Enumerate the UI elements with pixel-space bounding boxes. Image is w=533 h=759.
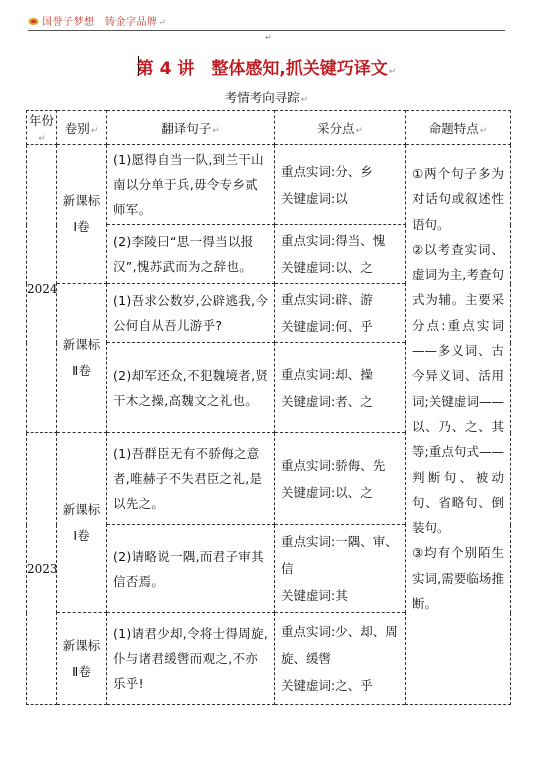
- volume-cell: 新课标 Ⅰ卷: [57, 145, 107, 284]
- features-cell: [406, 145, 511, 705]
- sentence-cell: (1)吾求公数岁,公辟逃我,今公何自从吾儿游乎?: [107, 284, 275, 343]
- sentence-cell: (1)吾群臣无有不骄侮之意者,唯赫子不失君臣之礼,是以先之。: [107, 433, 275, 525]
- header-paragraph-mark: ↵: [265, 33, 272, 42]
- year-cell: 2024: [27, 145, 57, 433]
- sentence-cell: (2)却军还众,不犯魏境者,贤干木之操,高魏文之礼也。: [107, 343, 275, 433]
- points-cell: 重点实词:却、操 关键虚词:者、之: [275, 343, 406, 433]
- header-year: 年份↵: [27, 111, 57, 145]
- points-cell: 重点实词:辟、游 关键虚词:何、乎: [275, 284, 406, 343]
- header-sentence: 翻译句子↵: [107, 111, 275, 145]
- header-points: 采分点↵: [275, 111, 406, 145]
- header-features: 命题特点↵: [406, 111, 511, 145]
- sentence-cell: (1)请君少却,令将士得周旋,仆与诸君缓辔而观之,不亦乐乎!: [107, 613, 275, 705]
- paragraph-mark: ↵: [300, 95, 309, 105]
- page-title-text: 第 4 讲 整体感知,抓关键巧译文: [136, 59, 388, 79]
- points-cell: 重点实词:少、却、周旋、缓辔 关键虚词:之、乎: [275, 613, 406, 705]
- volume-cell: 新课标 Ⅱ卷: [57, 284, 107, 433]
- feature-item: ①两个句子多为对话句或叙述性语句。: [412, 166, 504, 232]
- feature-item: ③均有个别陌生实词,需要临场推断。: [412, 545, 504, 612]
- brand-logo-icon: [28, 17, 39, 26]
- paragraph-mark: ↵: [158, 18, 167, 28]
- sentence-cell: (1)愿得自当一队,到兰干山南以分单于兵,毋令专乡贰师军。: [107, 145, 275, 225]
- points-cell: 重点实词:一隅、审、信 关键虚词:其: [275, 525, 406, 613]
- brand-text: 国誉子梦想 铸金字品牌: [42, 17, 158, 28]
- sentence-cell: (2)请略说一隅,而君子审其信否焉。: [107, 525, 275, 613]
- table-header-row: [27, 111, 511, 145]
- page-subtitle-text: 考情考向寻踪: [224, 90, 300, 105]
- table-row: [27, 145, 511, 225]
- points-cell: 重点实词:分、乡 关键虚词:以: [275, 145, 406, 225]
- paragraph-mark: ↵: [388, 67, 397, 77]
- volume-cell: 新课标 Ⅱ卷: [57, 613, 107, 705]
- points-cell: 重点实词:骄侮、先 关键虚词:以、之: [275, 433, 406, 525]
- year-cell: 2023: [27, 433, 57, 705]
- page-title: [0, 54, 533, 79]
- exam-table: [26, 110, 511, 705]
- volume-cell: 新课标 Ⅰ卷: [57, 433, 107, 613]
- feature-item: ②以考查实词、虚词为主,考查句式为辅。主要采分点:重点实词——多义词、古今异义词、活用词;关键虚词——以、乃、之、其等;重点句式——判断句、被动句、省略句、倒装句。: [412, 241, 504, 536]
- page-subtitle: [0, 88, 533, 106]
- header-volume: 卷别↵: [57, 111, 107, 145]
- header-rule: [28, 30, 505, 31]
- header-brand: [28, 13, 167, 28]
- sentence-cell: (2)李陵曰“思一得当以报汉”,愧苏武而为之辞也。: [107, 225, 275, 284]
- points-cell: 重点实词:得当、愧 关键虚词:以、之: [275, 225, 406, 284]
